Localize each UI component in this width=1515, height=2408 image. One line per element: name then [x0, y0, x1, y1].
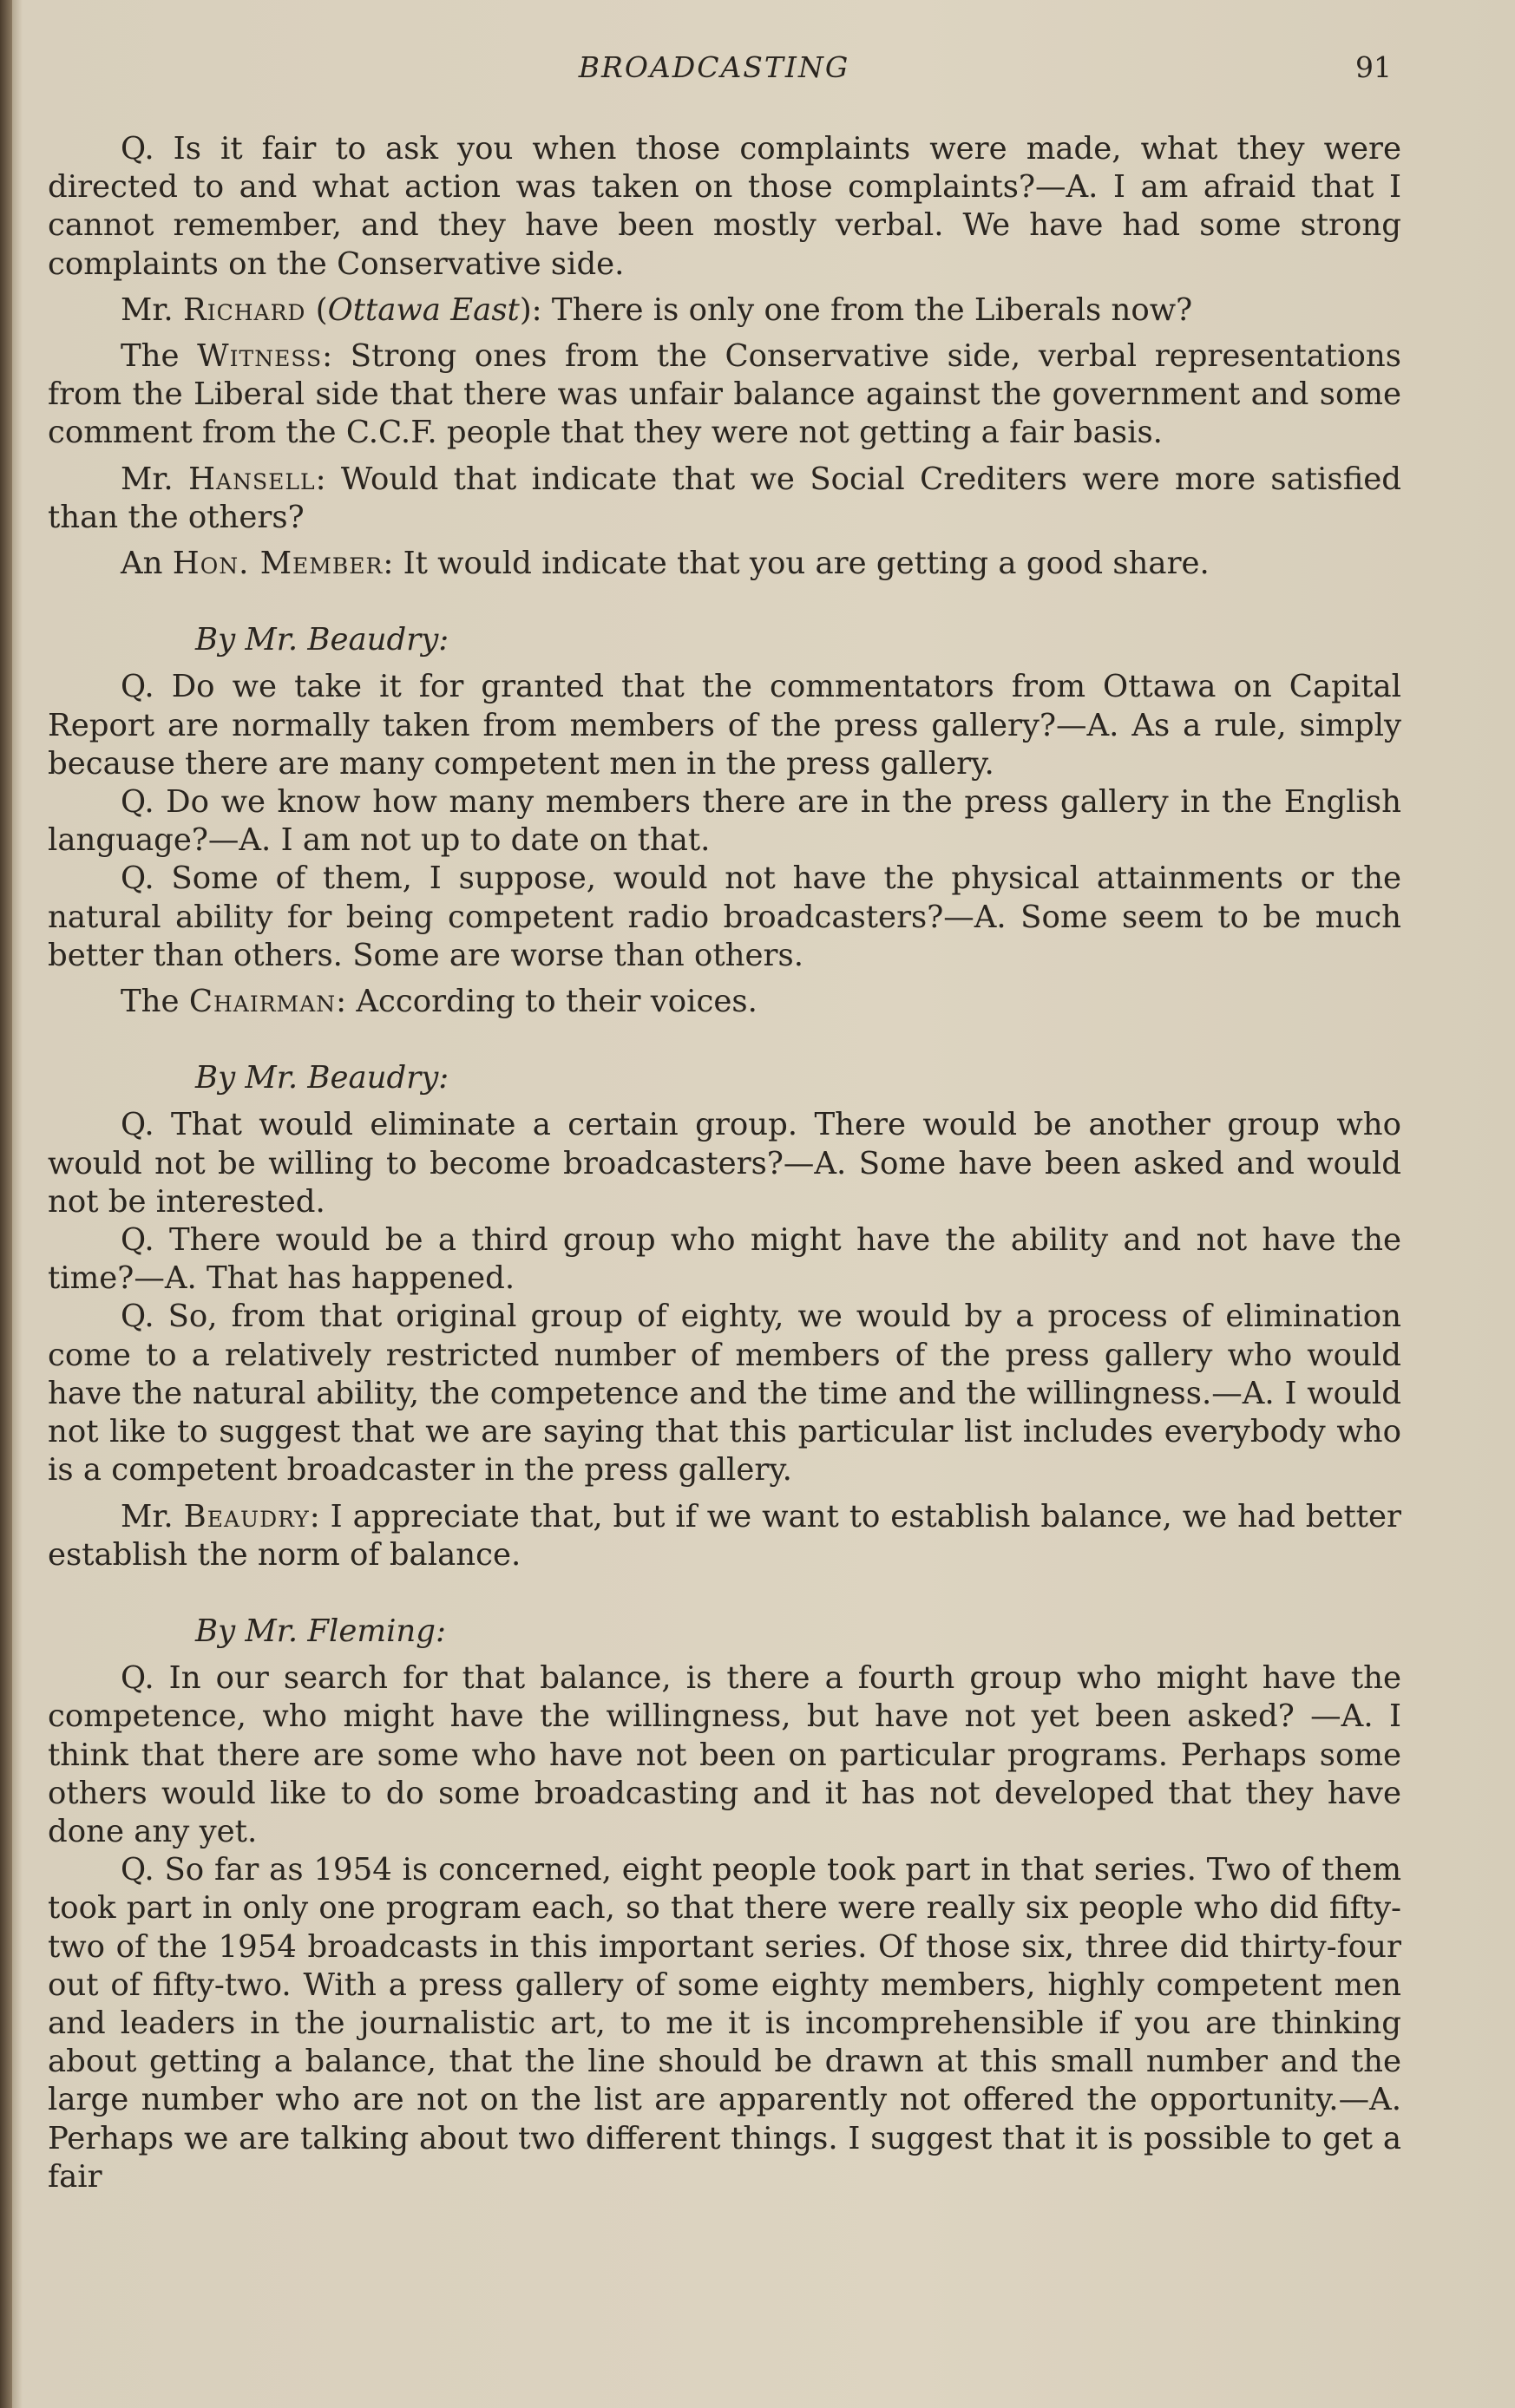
qualifier-close: :	[315, 461, 341, 497]
speaker-name: Witness	[197, 338, 323, 375]
testimony-paragraph: Q. There would be a third group who might have the ability and not have the time?—A. That has happened.	[48, 1222, 1401, 1297]
speaker-paragraph	[48, 545, 1401, 583]
speaker-prefix: Mr.	[121, 461, 189, 497]
speech-text: According to their voices.	[356, 984, 758, 1020]
speaker-prefix: An	[121, 546, 173, 582]
speech-text: Would that indicate that we Social Crediters were more satisfied than the others?	[48, 461, 1401, 535]
speaker-prefix: The	[121, 984, 189, 1020]
examiner-byline: By Mr. Beaudry:	[195, 622, 449, 658]
examiner-byline: By Mr. Fleming:	[195, 1613, 446, 1649]
speaker-name: Chairman	[188, 984, 337, 1020]
speech-text: There is only one from the Liberals now?	[551, 291, 1193, 328]
qualifier-close: :	[322, 338, 351, 375]
speaker-paragraph	[48, 1498, 1401, 1574]
speaker-prefix: Mr.	[121, 1498, 184, 1534]
testimony-paragraph: Q. In our search for that balance, is there a fourth group who might have the competence, who might have the willingness, but have not yet been asked? —A. I think that there are some who have not been on particular programs. Perhaps some others would like to do some broadcasting and it has not developed that they have done any yet.	[48, 1660, 1401, 1849]
page-body	[48, 130, 1401, 2196]
speaker-prefix: The	[121, 338, 198, 375]
qualifier-close: ):	[519, 291, 552, 328]
testimony-paragraph: Q. So far as 1954 is concerned, eight people took part in that series. Two of them took part in only one program each, so that there were really six people who did fifty-two of the 1954 broadcasts in this important series. Of those six, three did thirty-four out of fifty-two. With a press gallery of some eighty members, highly competent men and leaders in the journalistic art, to me it is incomprehensible if you are thinking about getting a balance, that the line should be drawn at this small number and the large number who are not on the list are apparently not offered the opportunity.—A. Perhaps we are talking about two different things. I suggest that it is possible to get a fair	[48, 1852, 1401, 2195]
testimony-paragraph: Q. That would eliminate a certain group. There would be another group who would not be willing to become broadcasters?—A. Some have been asked and would not be interested.	[48, 1107, 1401, 1220]
speaker-name: Beaudry	[183, 1498, 310, 1534]
testimony-paragraph: Q. Do we take it for granted that the commentators from Ottawa on Capital Report are normally taken from members of the press gallery?—A. As a rule, simply because there are many competent men in the press gallery.	[48, 669, 1401, 782]
qualifier-close: :	[336, 984, 357, 1020]
speech-text: Strong ones from the Conservative side, verbal representations from the Liberal side that there was unfair balance against the government and some comment from the C.C.F. people that they were not getting a fair basis.	[48, 338, 1401, 451]
testimony-paragraph: Q. Is it fair to ask you when those complaints were made, what they were directed to and what action was taken on those complaints?—A. I am afraid that I cannot remember, and they have been mostly verbal. We have had some strong complaints on the Conservative side.	[48, 131, 1401, 282]
qualifier-close: :	[309, 1498, 331, 1534]
speaker-name: Hon. Member	[172, 546, 384, 582]
qualifier-close: :	[383, 546, 403, 582]
qualifier-open: (	[305, 291, 328, 328]
speaker-paragraph	[48, 337, 1401, 453]
speech-text: I appreciate that, but if we want to establish balance, we had better establish the norm of balance.	[48, 1498, 1402, 1573]
speech-text: It would indicate that you are getting a good share.	[403, 546, 1210, 582]
speaker-paragraph	[48, 983, 1401, 1021]
speaker-prefix: Mr.	[121, 291, 183, 328]
page-header	[0, 50, 1515, 94]
speaker-name: Richard	[183, 291, 306, 328]
speaker-name: Hansell	[188, 461, 316, 497]
testimony-paragraph: Q. So, from that original group of eighty, we would by a process of elimination come to a relatively restricted number of members of the press gallery who would have the natural ability, the competence and the time and the willingness.—A. I would not like to suggest that we are saying that this particular list includes everybody who is a competent broadcaster in the press gallery.	[48, 1299, 1401, 1489]
page-number: 91	[1355, 50, 1392, 84]
testimony-paragraph: Q. Do we know how many members there are in the press gallery in the English language?—A. I am not up to date on that.	[48, 784, 1401, 859]
speaker-constituency: Ottawa East	[327, 291, 520, 328]
speaker-paragraph	[48, 291, 1401, 330]
examiner-byline: By Mr. Beaudry:	[195, 1060, 449, 1096]
speaker-paragraph	[48, 461, 1401, 537]
running-title: BROADCASTING	[578, 50, 850, 84]
testimony-paragraph: Q. Some of them, I suppose, would not have the physical attainments or the natural ability for being competent radio broadcasters?—A. Some seem to be much better than others. Some are worse than others.	[48, 860, 1401, 973]
binding-edge	[0, 0, 12, 2408]
